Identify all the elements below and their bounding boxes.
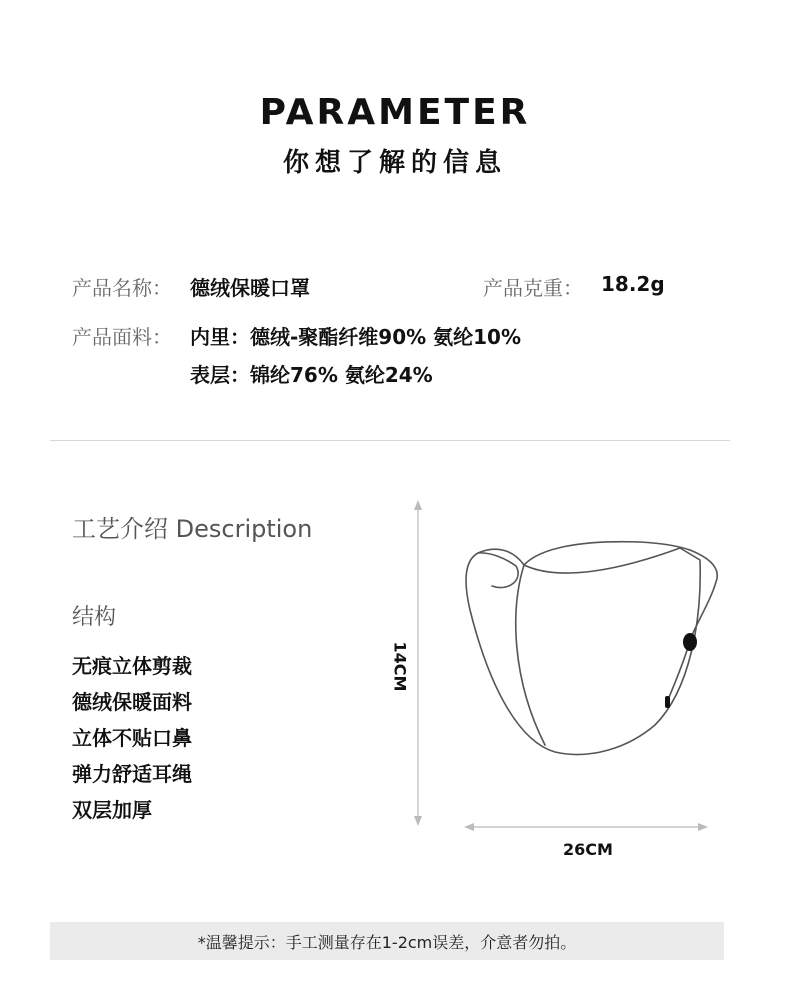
width-dimension-line bbox=[464, 823, 708, 831]
height-dimension-label: 14CM bbox=[390, 641, 410, 692]
name-label: 产品名称： bbox=[72, 276, 172, 300]
fabric-line-1: 内里：德绒-聚酯纤维90% 氨纶10% bbox=[190, 325, 522, 349]
structure-title: 结构 bbox=[72, 605, 117, 630]
feature-item: 双层加厚 bbox=[72, 798, 152, 822]
description-title: 工艺介绍 Description bbox=[72, 515, 313, 543]
weight-value: 18.2g bbox=[601, 272, 665, 296]
feature-item: 弹力舒适耳绳 bbox=[72, 762, 192, 786]
measurement-note-text: *温馨提示：手工测量存在1-2cm误差，介意者勿拍。 bbox=[197, 932, 577, 952]
feature-item: 无痕立体剪裁 bbox=[72, 654, 192, 678]
title-en: PARAMETER bbox=[259, 92, 531, 133]
width-dimension-label: 26CM bbox=[563, 840, 613, 859]
fabric-label: 产品面料： bbox=[72, 325, 172, 349]
feature-item: 德绒保暖面料 bbox=[72, 690, 192, 714]
title-cn: 你想了解的信息 bbox=[282, 148, 507, 178]
feature-item: 立体不贴口鼻 bbox=[72, 726, 192, 750]
weight-label: 产品克重： bbox=[483, 276, 583, 300]
measurement-note bbox=[50, 922, 724, 960]
height-dimension-line bbox=[414, 500, 422, 826]
mask-outline bbox=[466, 542, 717, 755]
name-value: 德绒保暖口罩 bbox=[190, 276, 310, 300]
fabric-line-2: 表层：锦纶76% 氨纶24% bbox=[190, 363, 433, 387]
